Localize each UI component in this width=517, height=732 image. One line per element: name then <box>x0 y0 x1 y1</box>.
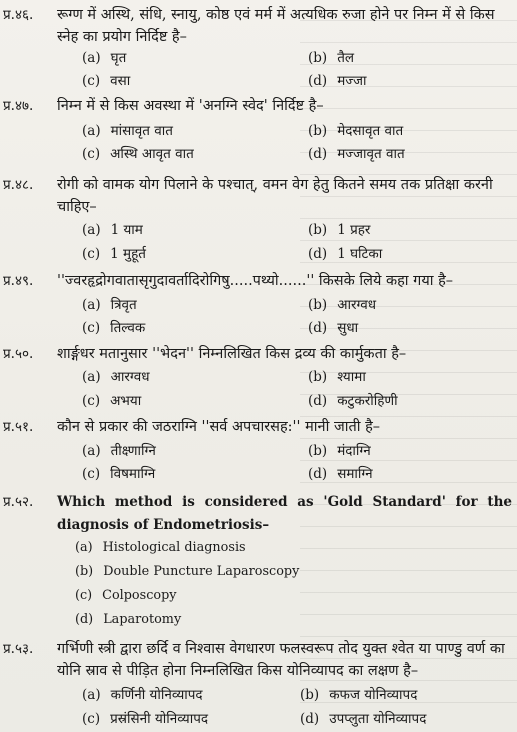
question-text: Which method is considered as 'Gold Standard' for the diagnosis of Endometriosis– <box>57 494 512 533</box>
option-c[interactable]: (c) तिल्वक <box>82 320 146 336</box>
option-d[interactable]: (d) उपप्लुता योनिव्यापद <box>300 711 427 727</box>
option-b[interactable]: (b) मेदसावृत वात <box>308 123 404 139</box>
question-text: रोगी को वामक योग पिलाने के पश्चात्, वमन वेग हेतु कितने समय तक प्रतिक्षा करनी चाहिए– <box>57 177 493 215</box>
option-c[interactable]: (c) अभया <box>82 393 142 409</box>
option-b[interactable]: (b) आरग्वध <box>308 297 377 313</box>
option-b[interactable]: (b) तैल <box>308 50 355 66</box>
option-a[interactable]: (a) आरग्वध <box>82 369 150 385</box>
option-a[interactable]: (a) त्रिवृत <box>82 297 137 313</box>
option-d[interactable]: (d) 1 घटिका <box>308 246 383 262</box>
option-a[interactable]: (a) Histological diagnosis <box>75 540 246 555</box>
question-number: प्र.५२. <box>3 494 34 510</box>
option-d[interactable]: (d) सुधा <box>308 320 359 336</box>
option-c[interactable]: (c) विषमाग्नि <box>82 466 156 482</box>
option-a[interactable]: (a) मांसावृत वात <box>82 123 173 139</box>
question-text: ''ज्वरहृद्रोगवातासृगुदावर्तादिरोगिषु.....पथ्यो......'' किसके लिये कहा गया है– <box>57 273 454 289</box>
question-number: प्र.४७. <box>3 98 34 114</box>
option-c[interactable]: (c) वसा <box>82 73 131 89</box>
option-a[interactable]: (a) 1 याम <box>82 222 143 238</box>
question-text: गर्भिणी स्त्री द्वारा छर्दि व निश्वास वेगधारण फलस्वरूप तोद युक्त श्वेत या पाण्डु वर्ण का योनि स्राव से पीड़ित होना निम्नलिखित किस योनिव्यापद का लक्षण है– <box>57 641 505 679</box>
question-text: कौन से प्रकार की जठराग्नि ''सर्व अपचारसह:'' मानी जाती है– <box>57 419 381 435</box>
question-text: शार्ङ्गधर मतानुसार ''भेदन'' निम्नलिखित किस द्रव्य की कार्मुकता है– <box>57 346 407 362</box>
option-a[interactable]: (a) घृत <box>82 50 127 66</box>
question-text: रूग्ण में अस्थि, संधि, स्नायु, कोष्ठ एवं मर्म में अत्यधिक रुजा होने पर निम्न में से किस स्नेह का प्रयोग निर्दिष्ट है– <box>57 7 495 45</box>
option-b[interactable]: (b) मंदाग्नि <box>308 443 371 459</box>
option-d[interactable]: (d) समाग्नि <box>308 466 373 482</box>
option-c[interactable]: (c) अस्थि आवृत वात <box>82 146 194 162</box>
option-c[interactable]: (c) 1 मुहूर्त <box>82 246 146 262</box>
option-c[interactable]: (c) Colposcopy <box>75 588 177 603</box>
option-b[interactable]: (b) 1 प्रहर <box>308 222 371 238</box>
question-number: प्र.५३. <box>3 641 34 657</box>
option-d[interactable]: (d) कटुकरोहिणी <box>308 393 398 409</box>
option-b[interactable]: (b) कफज योनिव्यापद <box>300 687 418 703</box>
question-number: प्र.४९. <box>3 273 34 289</box>
question-number: प्र.५१. <box>3 419 34 435</box>
question-number: प्र.४८. <box>3 177 34 193</box>
option-b[interactable]: (b) श्यामा <box>308 369 366 385</box>
option-a[interactable]: (a) तीक्ष्णाग्नि <box>82 443 156 459</box>
option-d[interactable]: (d) मज्जावृत वात <box>308 146 405 162</box>
option-d[interactable]: (d) Laparotomy <box>75 612 182 627</box>
option-b[interactable]: (b) Double Puncture Laparoscopy <box>75 564 300 579</box>
question-text: निम्न में से किस अवस्था में 'अनग्नि स्वेद' निर्दिष्ट है– <box>57 98 324 114</box>
option-d[interactable]: (d) मज्जा <box>308 73 367 89</box>
question-number: प्र.५०. <box>3 346 34 362</box>
option-c[interactable]: (c) प्रस्रंसिनी योनिव्यापद <box>82 711 209 727</box>
question-number: प्र.४६. <box>3 7 34 23</box>
option-a[interactable]: (a) कर्णिनी योनिव्यापद <box>82 687 203 703</box>
